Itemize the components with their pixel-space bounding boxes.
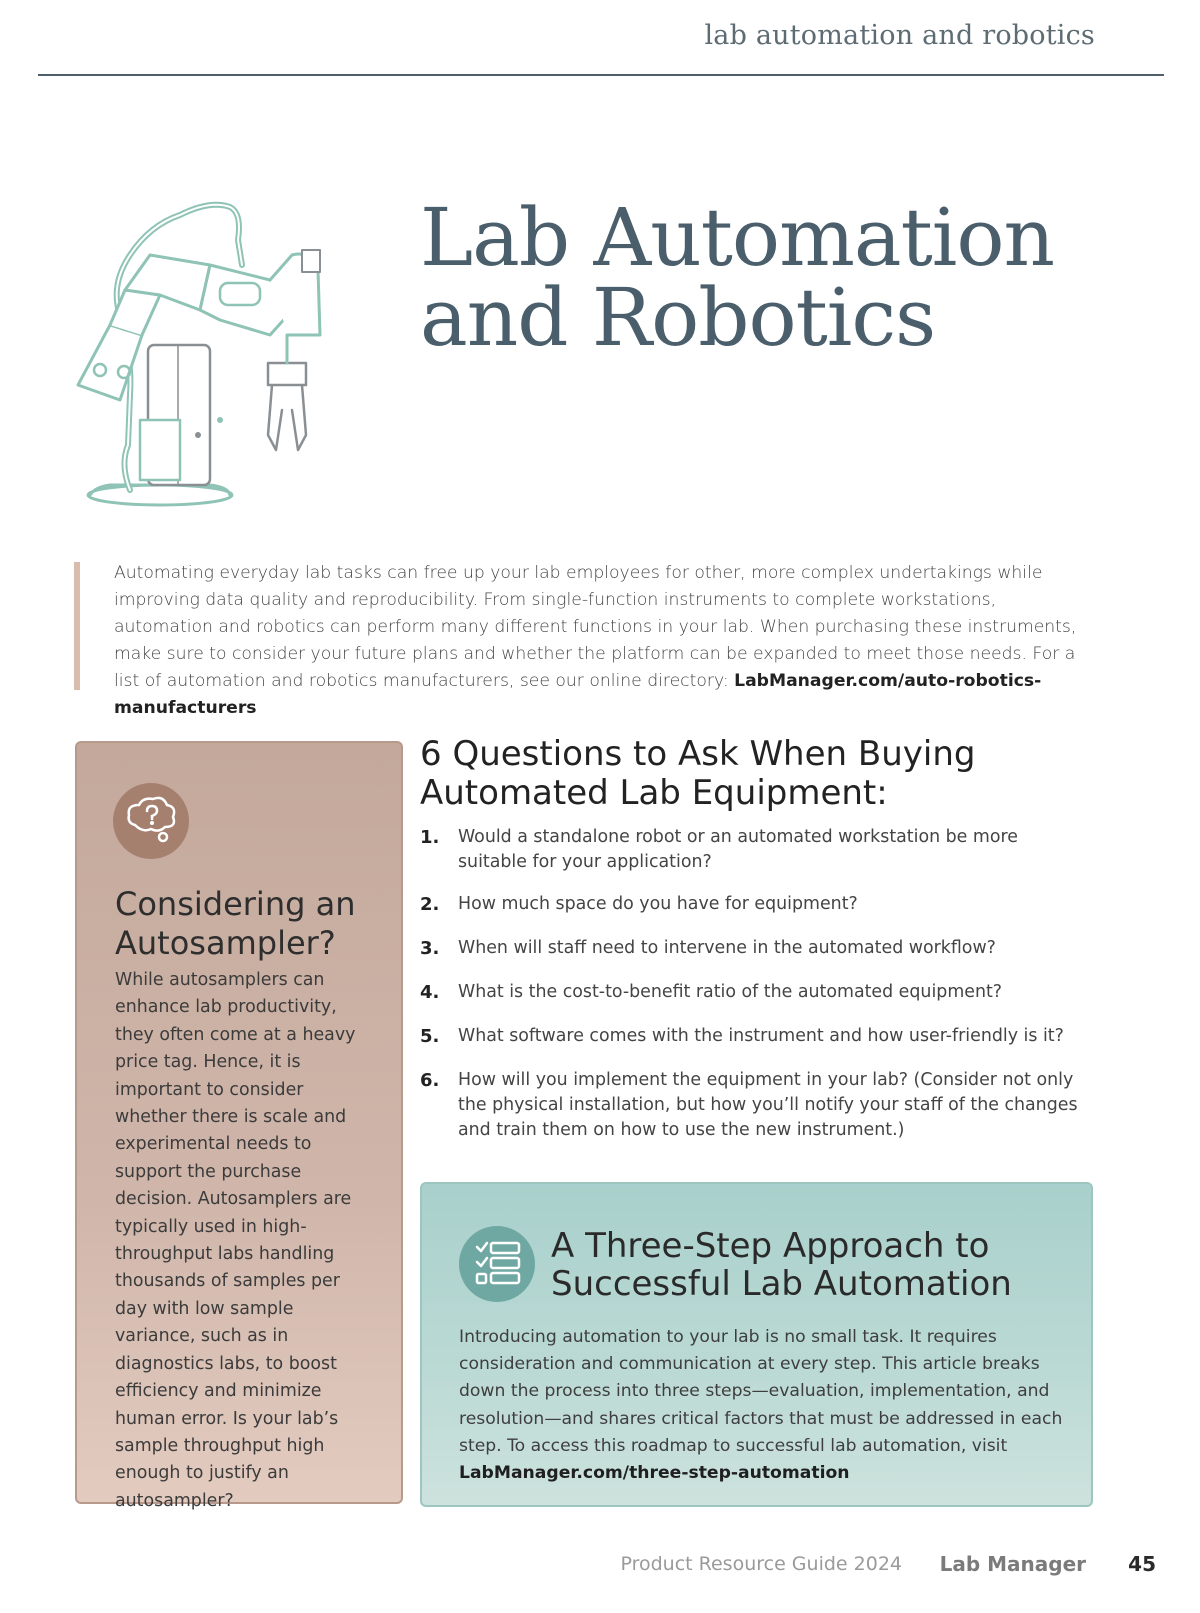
autosampler-body: While autosamplers can enhance lab productivity, they often come at a heavy price tag. Hence, it is important to consider whether there is scale and experimental needs to support the purchase decision. Autosamplers are typically used in high-throughput labs handling thousands of samples per day with low sample variance, such as in diagnostics labs, to boost efficiency and minimize human error. Is your lab’s sample throughput high enough to justify an autosampler? [115, 970, 356, 1511]
page-title-line-2: and Robotics [420, 271, 936, 364]
checklist-icon [459, 1226, 535, 1302]
page-number: 45 [1128, 1552, 1156, 1576]
question-text: What software comes with the instrument and how user-friendly is it? [458, 1026, 1064, 1046]
autosampler-title: Considering an Autosampler? [115, 885, 356, 962]
intro-link[interactable]: LabManager.com/auto-robotics-manufacturers [114, 671, 1042, 718]
question-text: Would a standalone robot or an automated workstation be more suitable for your application? [458, 827, 1018, 872]
footer-guide-title: Product Resource Guide 2024 [620, 1553, 902, 1575]
question-number: 4. [420, 982, 440, 1003]
question-number: 6. [420, 1070, 440, 1091]
header-rule [38, 74, 1164, 76]
question-number: 3. [420, 938, 440, 959]
question-text: How much space do you have for equipment? [458, 894, 858, 914]
page-title-line-1: Lab Automation [420, 191, 1055, 284]
footer-brand: Lab Manager [939, 1552, 1086, 1576]
question-number: 5. [420, 1026, 440, 1047]
three-step-body [459, 1324, 1069, 1487]
intro-text: Automating everyday lab tasks can free up your lab employees for other, more complex undertakings while improving data quality and reproducibility. From single-function instruments to complete workstations, automation and robotics can perform many different functions in your lab. When purchasing these instruments, make sure to consider your future plans and whether the platform can be expanded to meet those needs. For a list of automation and robotics manufacturers, see our online directory: [114, 563, 1077, 691]
question-text: When will staff need to intervene in the automated workflow? [458, 938, 996, 958]
question-text: What is the cost-to-benefit ratio of the automated equipment? [458, 982, 1003, 1002]
three-step-title: A Three-Step Approach to Successful Lab Automation [551, 1226, 1012, 1304]
three-step-callout [420, 1182, 1093, 1507]
questions-title: 6 Questions to Ask When Buying Automated Lab Equipment: [420, 734, 976, 813]
question-number: 1. [420, 827, 440, 848]
question-text: How will you implement the equipment in your lab? (Consider not only the physical installation, but how you’ll notify your staff of the changes and train them on how to use the new instrument.) [458, 1070, 1078, 1140]
three-step-text: Introducing automation to your lab is no small task. It requires consideration and communication at every step. This article breaks down the process into three steps—evaluation, implementation, and resolution—and shares critical factors that must be addressed in each step. To access this roadmap to successful lab automation, visit [459, 1327, 1063, 1456]
robot-arm-icon [70, 195, 355, 535]
intro-accent-bar [74, 562, 80, 690]
three-step-link[interactable]: LabManager.com/three-step-automation [459, 1463, 850, 1484]
page-title [420, 191, 1120, 364]
running-head: lab automation and robotics [704, 20, 1095, 51]
intro-paragraph [114, 560, 1094, 722]
question-number: 2. [420, 894, 440, 915]
thought-bubble-question-icon [113, 783, 189, 859]
autosampler-sidebar [75, 741, 403, 1511]
